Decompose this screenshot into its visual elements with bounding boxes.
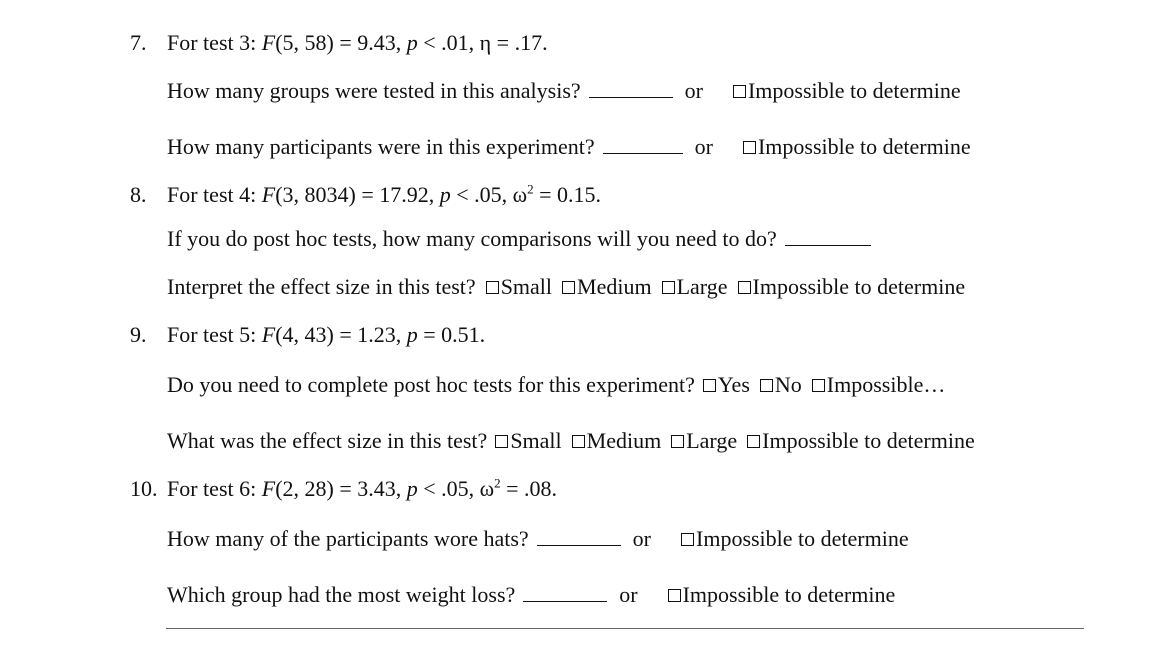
stat-symbol: F	[261, 476, 276, 501]
option-large[interactable]	[671, 428, 737, 454]
checkbox[interactable]	[668, 589, 681, 602]
superscript: 2	[494, 475, 501, 491]
checkbox[interactable]	[760, 379, 773, 392]
option-large[interactable]	[662, 274, 728, 300]
stem-prefix: For test 4:	[167, 182, 262, 207]
p-symbol: p	[406, 30, 418, 55]
question-number: 9.	[130, 322, 147, 347]
option-label: Yes	[717, 372, 750, 397]
q10-hats-question: How many of the participants wore hats?	[167, 526, 529, 551]
checkbox[interactable]	[681, 533, 694, 546]
option-label: Large	[676, 274, 728, 299]
option-label: Small	[500, 274, 553, 299]
checkbox[interactable]	[572, 435, 585, 448]
option-label: No	[774, 372, 802, 397]
superscript: 2	[527, 181, 534, 197]
q7-participants-row	[167, 134, 971, 160]
stat-args: (3, 8034) = 17.92,	[275, 182, 440, 207]
answer-blank[interactable]	[537, 545, 621, 546]
checkbox[interactable]	[747, 435, 760, 448]
checkbox[interactable]	[812, 379, 825, 392]
p-symbol: p	[439, 182, 451, 207]
stat-args: (4, 43) = 1.23,	[275, 322, 407, 347]
checkbox[interactable]	[703, 379, 716, 392]
option-label: Medium	[586, 428, 662, 453]
stat-args: (2, 28) = 3.43,	[275, 476, 407, 501]
q7-groups-row	[167, 78, 961, 104]
or-label: or	[619, 582, 638, 607]
question-stem	[167, 30, 548, 56]
question-number: 10.	[130, 476, 158, 501]
impossible-option-label: Impossible to determine	[757, 134, 971, 159]
option-label: Impossible…	[826, 372, 946, 397]
checkbox[interactable]	[495, 435, 508, 448]
q8-comparisons-question: If you do post hoc tests, how many comparisons will you need to do?	[167, 226, 777, 251]
checkbox[interactable]	[486, 281, 499, 294]
option-label: Large	[686, 428, 738, 453]
p-symbol: p	[406, 322, 418, 347]
stat-symbol: F	[261, 322, 276, 347]
stat-rest: < .05, ω	[417, 476, 495, 501]
or-label: or	[684, 78, 703, 103]
option-label: Small	[510, 428, 562, 453]
option-yes[interactable]	[703, 372, 750, 398]
question-number: 8.	[130, 182, 147, 207]
answer-blank[interactable]	[589, 97, 673, 98]
stat-tail: = 0.15.	[533, 182, 602, 207]
q7-groups-question: How many groups were tested in this analysis?	[167, 78, 581, 103]
option-impossible[interactable]	[747, 428, 975, 454]
q9-posthoc-question: Do you need to complete post hoc tests for this experiment?	[167, 372, 695, 397]
answer-blank[interactable]	[523, 601, 607, 602]
answer-blank[interactable]	[603, 153, 683, 154]
checkbox[interactable]	[671, 435, 684, 448]
checkbox[interactable]	[733, 85, 746, 98]
stat-tail: = .08.	[500, 476, 558, 501]
option-label: Impossible to determine	[752, 274, 966, 299]
p-symbol: p	[406, 476, 418, 501]
stat-symbol: F	[261, 182, 276, 207]
stat-symbol: F	[261, 30, 276, 55]
option-medium[interactable]	[572, 428, 662, 454]
question-9	[130, 322, 486, 348]
stat-rest: < .01, η = .17.	[417, 30, 548, 55]
checkbox[interactable]	[738, 281, 751, 294]
q9-effect-question: What was the effect size in this test?	[167, 428, 488, 453]
question-number: 7.	[130, 30, 147, 55]
stat-rest: = 0.51.	[417, 322, 486, 347]
checkbox[interactable]	[562, 281, 575, 294]
checkbox[interactable]	[662, 281, 675, 294]
impossible-option-label: Impossible to determine	[682, 582, 896, 607]
option-label: Medium	[577, 274, 652, 299]
bottom-divider	[166, 628, 1084, 629]
impossible-option-label: Impossible to determine	[696, 526, 909, 551]
option-impossible[interactable]	[812, 372, 946, 398]
stem-prefix: For test 5:	[167, 322, 262, 347]
option-label: Impossible to determine	[762, 428, 975, 453]
option-small[interactable]	[486, 274, 552, 300]
q7-participants-question: How many participants were in this experiment?	[167, 134, 595, 159]
or-label: or	[694, 134, 713, 159]
q10-weight-question: Which group had the most weight loss?	[167, 582, 516, 607]
q9-effect-size-row	[167, 428, 985, 454]
stem-prefix: For test 3:	[167, 30, 262, 55]
stem-prefix: For test 6:	[167, 476, 262, 501]
q8-comparisons-row	[167, 226, 883, 252]
answer-blank[interactable]	[785, 245, 871, 246]
q8-effect-question: Interpret the effect size in this test?	[167, 274, 476, 299]
checkbox[interactable]	[743, 141, 756, 154]
option-no[interactable]	[760, 372, 802, 398]
q10-weight-row	[167, 582, 895, 608]
q8-effect-size-row	[167, 274, 975, 300]
option-medium[interactable]	[562, 274, 652, 300]
option-small[interactable]	[495, 428, 561, 454]
stat-rest: < .05, ω	[450, 182, 528, 207]
option-impossible[interactable]	[738, 274, 966, 300]
stat-args: (5, 58) = 9.43,	[275, 30, 407, 55]
q10-hats-row	[167, 526, 909, 552]
question-stem	[167, 182, 601, 208]
impossible-option-label: Impossible to determine	[747, 78, 961, 103]
question-7	[130, 30, 548, 56]
question-stem	[167, 322, 485, 348]
or-label: or	[632, 526, 651, 551]
q9-posthoc-row	[167, 372, 955, 398]
question-stem	[167, 476, 557, 502]
